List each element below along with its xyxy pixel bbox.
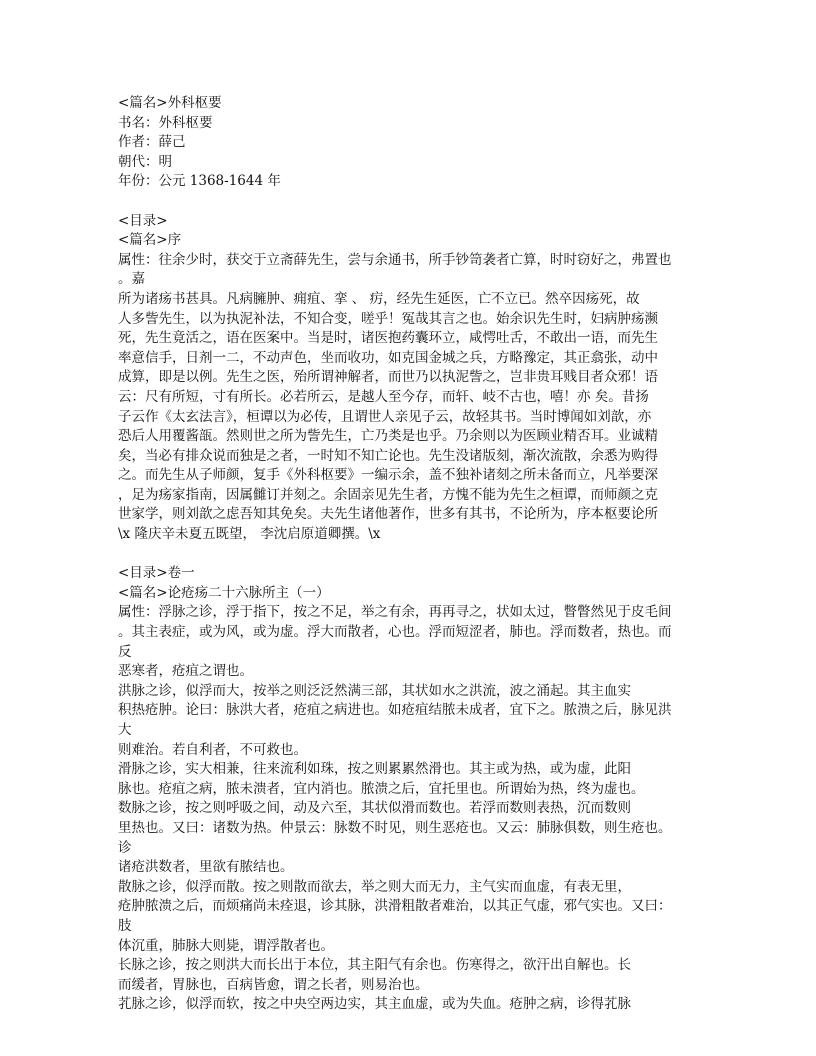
text-line: 积热疮肿。论曰：脉洪大者，疮疽之病进也。如疮疽结脓未成者，宜下之。脓溃之后，脉见洪	[118, 702, 672, 719]
text-line: 诸疮洪数者，里欲有脓结也。	[118, 859, 294, 876]
blank-line	[118, 192, 698, 212]
text-line: 死，先生竟活之，语在医案中。当是时，诸医抱药囊环立，咸愕吐舌，不敢出一语，而先生	[118, 330, 658, 347]
preface-signature: \x 隆庆辛未夏五既望， 李沈启原道卿撰。\x	[118, 526, 381, 543]
text-line: 诊	[118, 839, 132, 856]
text-line: 滑脉之诊，实大相兼，往来流利如珠，按之则累累然滑也。其主或为热，或为虚，此阳	[118, 761, 631, 778]
text-line: 脉也。疮疽之病，脓未溃者，宜内消也。脓溃之后，宜托里也。所谓始为热，终为虚也。	[118, 780, 645, 797]
text-line: 人多訾先生，以为执泥补法，不知合变，嗟乎！冤哉其言之也。始余识先生时，妇病肿疡濒	[118, 310, 658, 327]
header-author: 作者：薛己	[118, 134, 186, 151]
text-line: 恐后人用覆酱瓿。然则世之所为訾先生，亡乃类是也乎。乃余则以为医顾业精否耳。业诚精	[118, 428, 658, 445]
text-line: 洪脉之诊，似浮而大，按举之则泛泛然满三部，其状如水之洪流，波之涌起。其主血实	[118, 682, 631, 699]
text-line: 所为诸疡书甚具。凡病臃肿、痈疽、挛 、 疠，经先生延医，亡不立已。然卒因疡死，故	[118, 290, 640, 307]
text-line: 反	[118, 643, 132, 660]
text-line: 。嘉	[118, 271, 145, 288]
text-line: 。其主表症，或为风，或为虚。浮大而散者，心也。浮而短涩者，肺也。浮而数者，热也。而	[118, 624, 672, 641]
text-line: 属性：浮脉之诊，浮于指下，按之不足，举之有余，再再寻之，状如太过，瞥瞥然见于皮毛间	[118, 604, 672, 621]
text-line: 属性：往余少时，获交于立斋薛先生，尝与余通书，所手钞笥袭者亡算，时时窃好之，弗置也	[118, 251, 672, 268]
book-header	[118, 94, 698, 192]
text-line: 疮肿脓溃之后，而烦痛尚未痊退，诊其脉，洪滑粗散者难治，以其正气虚，邪气实也。又曰：	[118, 898, 672, 915]
toc-tag: <目录>卷一	[118, 565, 195, 582]
toc-tag: <目录>	[118, 212, 168, 229]
document-page	[118, 94, 698, 1015]
text-line: 芤脉之诊，似浮而软，按之中央空两边实，其主血虚，或为失血。疮肿之病，诊得芤脉	[118, 996, 631, 1013]
text-line: ，足为疡家指南，因属雠订并刻之。余固亲见先生者，方愧不能为先生之桓谭，而师颜之克	[118, 486, 658, 503]
text-line: 恶寒者，疮疽之谓也。	[118, 663, 253, 680]
text-line: 率意信手，日剂一二，不动声色，坐而收功，如克国金城之兵，方略豫定，其正翕张，动中	[118, 349, 658, 366]
text-line: 之。而先生从子师颜，复手《外科枢要》一编示余，盖不独补诸刻之所未备而立，凡举要深	[118, 467, 658, 484]
text-line: 成算，即是以例。先生之医，殆所谓神解者，而世乃以执泥訾之，岂非贵耳贱目者众邪！语	[118, 369, 658, 386]
section-title: <篇名>论疮疡二十六脉所主（一）	[118, 584, 330, 601]
text-line: 体沉重，肺脉大则毙，谓浮散者也。	[118, 937, 334, 954]
text-line: 里热也。又曰：诸数为热。仲景云：脉数不时见，则生恶疮也。又云：肺脉俱数，则生疮也。	[118, 819, 672, 836]
header-dynasty: 朝代：明	[118, 153, 172, 170]
header-book-name: 书名：外科枢要	[118, 114, 213, 131]
header-year: 年份：公元 1368-1644 年	[118, 173, 281, 190]
text-line: 大	[118, 722, 132, 738]
preface-section	[118, 212, 698, 545]
text-line: 数脉之诊，按之则呼吸之间，动及六至，其状似滑而数也。若浮而数则表热，沉而数则	[118, 800, 631, 817]
section-title: <篇名>序	[118, 232, 182, 249]
header-title-tag: <篇名>外科枢要	[118, 95, 222, 111]
text-line: 肢	[118, 917, 132, 934]
volume-one-section	[118, 564, 698, 1015]
text-line: 长脉之诊，按之则洪大而长出于本位，其主阳气有余也。伤寒得之，欲汗出自解也。长	[118, 957, 631, 974]
blank-line	[118, 545, 698, 565]
text-line: 而缓者，胃脉也，百病皆愈，谓之长者，则易治也。	[118, 976, 429, 993]
text-line: 世家学，则刘歆之虑吾知其免矣。夫先生诸他著作，世多有其书，不论所为，序本枢要论所	[118, 506, 658, 523]
text-line: 子云作《太玄法言》，桓谭以为必传，且谓世人亲见子云，故轻其书。当时博闻如刘歆，亦	[118, 408, 652, 425]
text-line: 则难治。若自利者，不可救也。	[118, 741, 307, 758]
text-line: 散脉之诊，似浮而散。按之则散而欲去，举之则大而无力，主气实而血虚，有表无里，	[118, 878, 631, 895]
text-line: 矣，当必有排众说而独是之者，一时知不知亡论也。先生没诸版刻，渐次流散，余悉为购得	[118, 447, 658, 464]
text-line: 云：尺有所短，寸有所长。必若所云，是越人至今存，而轩、岐不古也，嘻！亦 矣。昔扬	[118, 388, 649, 405]
